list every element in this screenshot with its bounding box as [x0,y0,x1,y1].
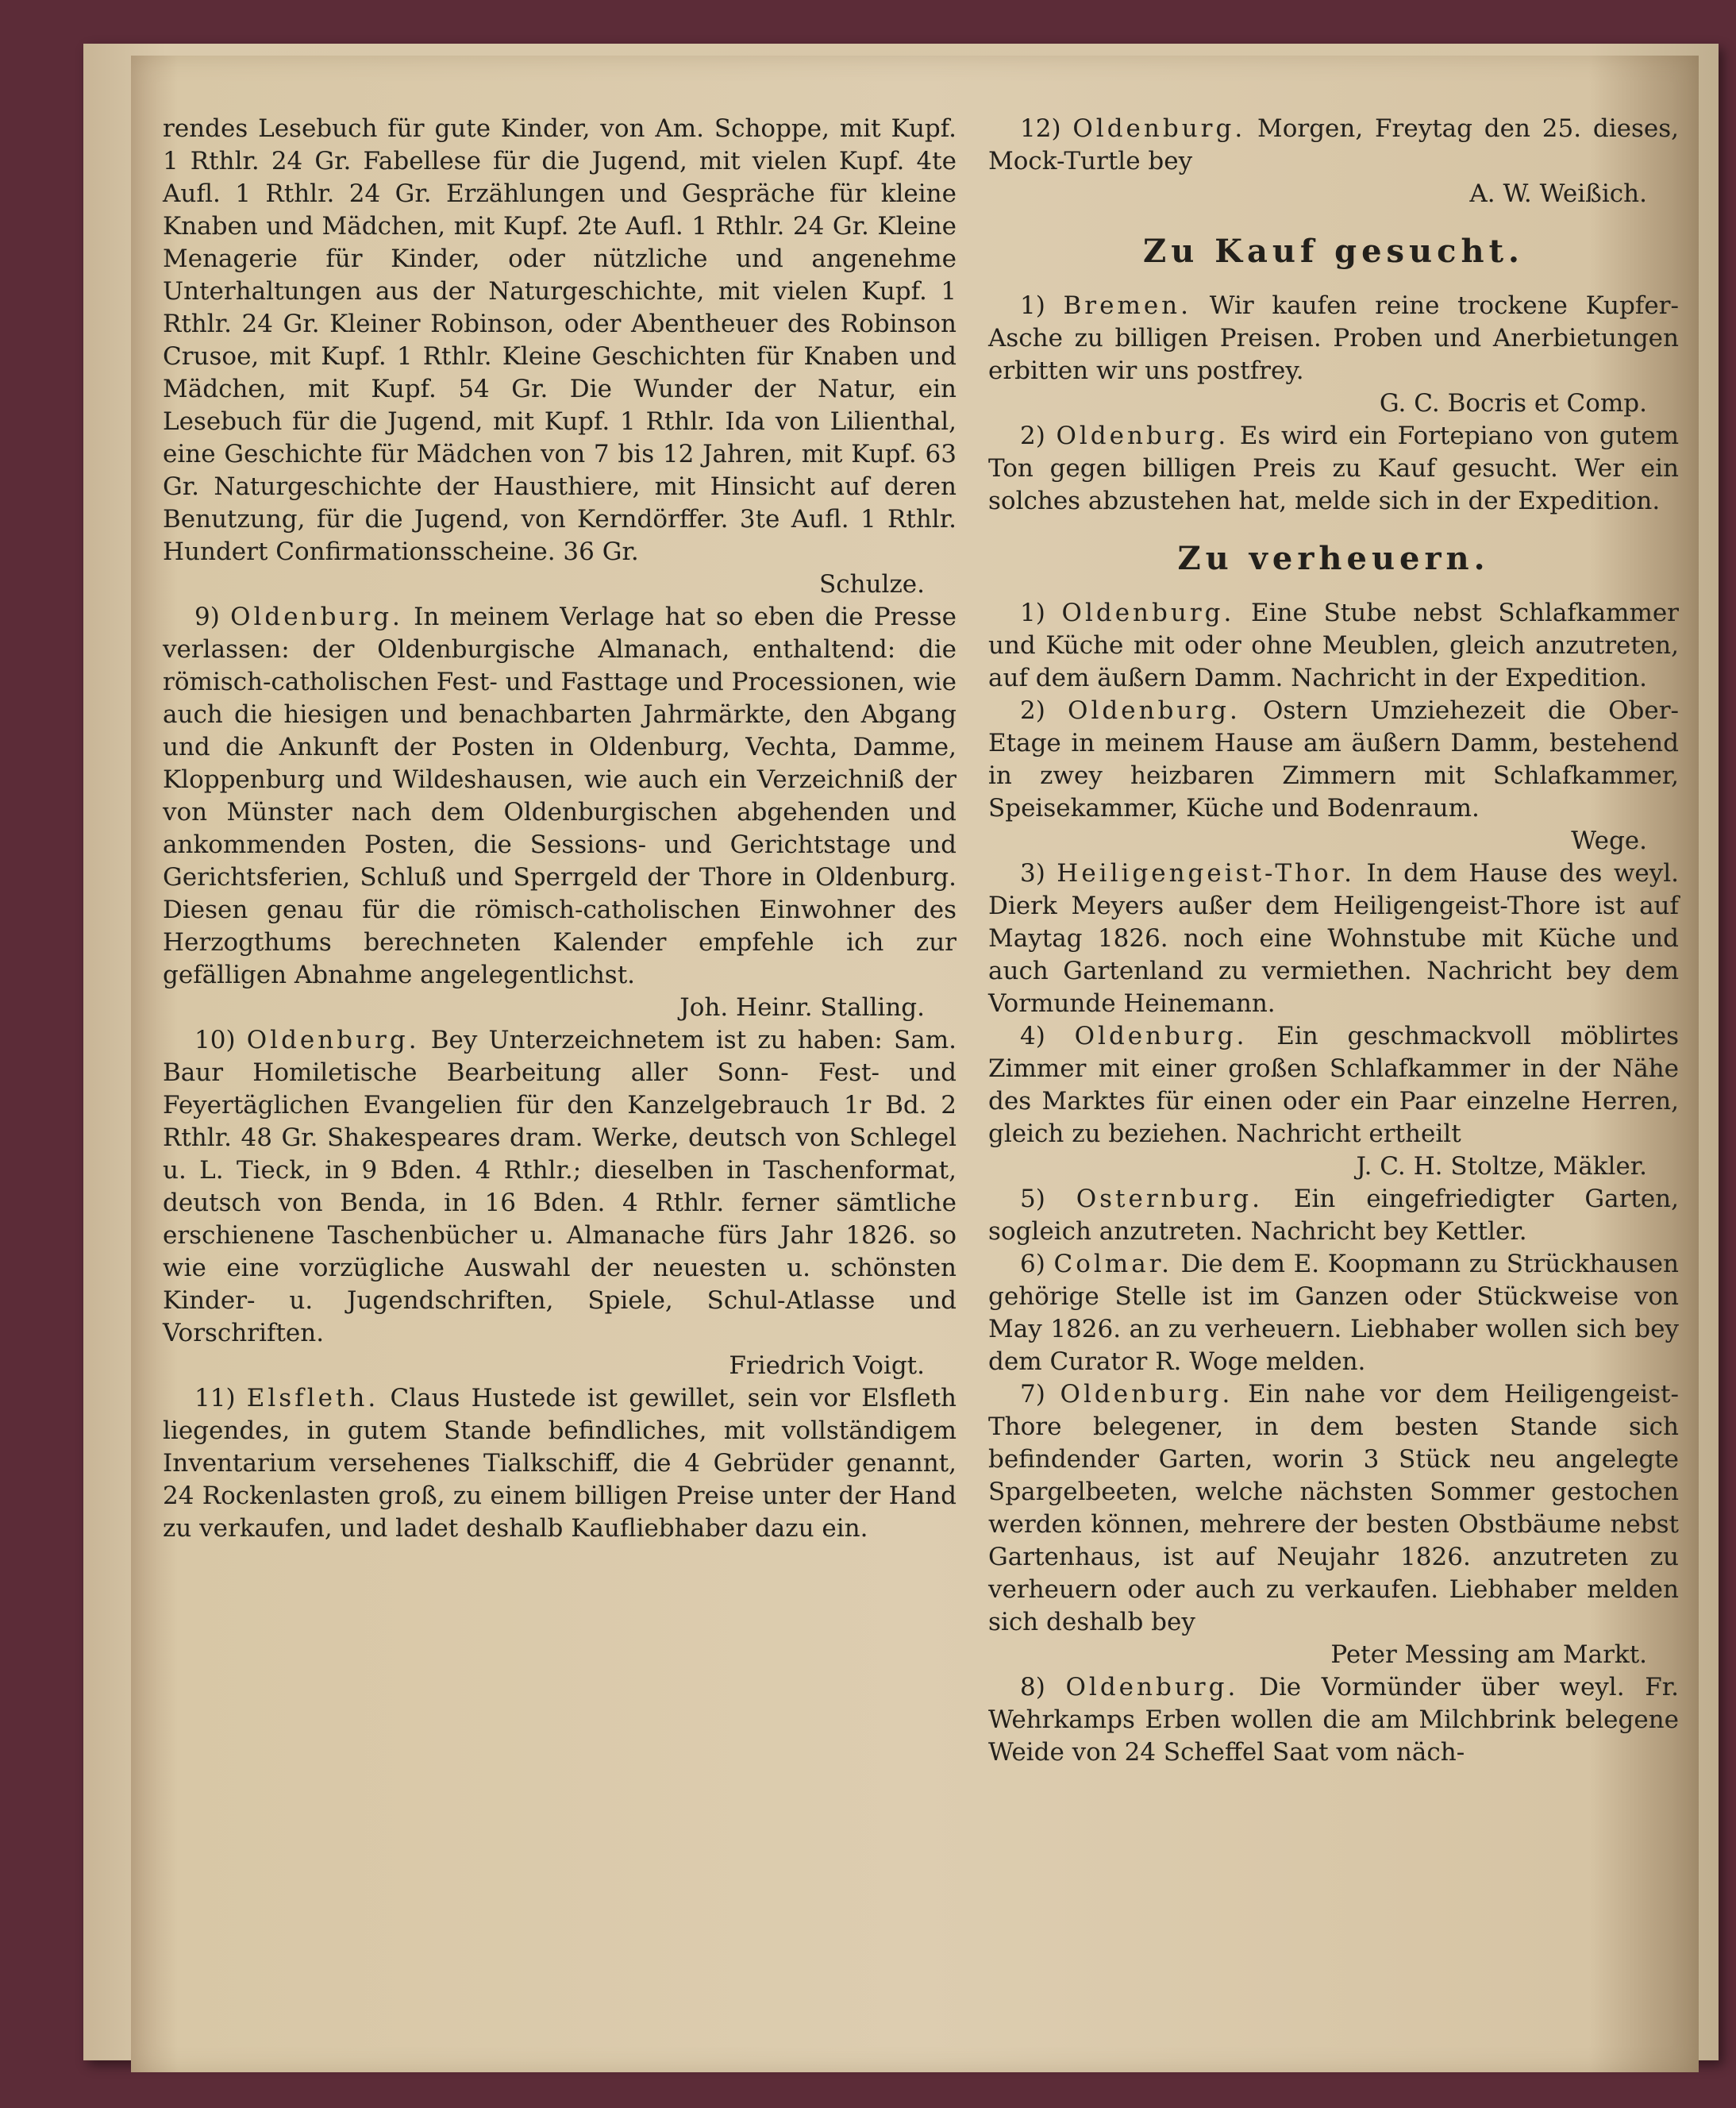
notice-number: 2) [1020,696,1045,725]
notice-number: 10) [194,1026,236,1054]
section-heading-kauf: Zu Kauf gesucht. [1143,233,1524,270]
section-heading-verheuern: Zu verheuern. [1177,540,1490,577]
notice-number: 7) [1020,1380,1045,1409]
notice-place: Osternburg. [1076,1185,1263,1213]
notice-text: Ein eingefriedigter Garten, sogleich anzutreten. Nachricht bey Kettler. [988,1185,1680,1246]
book-list-paragraph: rendes Lesebuch für gute Kinder, von Am. Schoppe, mit Kupf. 1 Rthlr. 24 Gr. Fabellese für die Jugend, mit vielen Kupf. 4te Aufl. 1 Rthlr. 24 Gr. Erzählungen und Gespräche für kleine Knaben und Mädchen, mit Kupf. 2te Aufl. 1 Rthlr. 24 Gr. Kleine Menagerie für Kinder, oder nützliche und angenehme Unterhaltungen aus der Naturgeschichte, mit vielen Kupf. 1 Rthlr. 24 Gr. Kleiner Robinson, oder Abentheuer des Robinson Crusoe, mit Kupf. 1 Rthlr. Kleine Geschichten für Knaben und Mädchen, mit Kupf. 54 Gr. Die Wunder der Natur, ein Lesebuch für die Jugend, mit Kupf. 1 Rthlr. Ida von Lilienthal, eine Geschichte für Mädchen von 7 bis 12 Jahren, mit Kupf. 63 Gr. Naturgeschichte der Hausthiere, mit Hinsicht auf deren Benutzung, für die Jugend, von Kerndörffer. 3te Aufl. 1 Rthlr. Hundert Confirmationsscheine. 36 Gr. [163,114,957,566]
signature-stalling: Joh. Heinr. Stalling. [679,993,925,1022]
verheuern-notice-8 [988,1671,1679,1769]
signature-weissich: A. W. Weißich. [1469,179,1647,208]
notice-number: 1) [1020,599,1045,627]
notice-number: 6) [1020,1250,1045,1278]
notice-place: Oldenburg. [1065,1673,1239,1701]
notice-11 [163,1382,957,1545]
notice-text: Ostern Umziehezeit die Ober-Etage in meinem Hause am äußern Damm, bestehend in zwey heizbaren Zimmern mit Schlafkammer, Speisekammer, Küche und Bodenraum. [988,696,1680,823]
notice-place: Heiligengeist-Thor. [1057,859,1355,888]
signature-stoltze: J. C. H. Stoltze, Mäkler. [1356,1152,1647,1181]
signature-messing: Peter Messing am Markt. [1330,1640,1647,1669]
notice-12 [988,113,1679,178]
verheuern-notice-7 [988,1378,1679,1639]
notice-text: Morgen, Freytag den 25. dieses, Mock-Turtle bey [988,114,1679,175]
notice-text: Es wird ein Fortepiano von gutem Ton gegen billigen Preis zu Kauf gesucht. Wer ein solches abzustehen hat, melde sich in der Expedition. [988,422,1679,515]
notice-text: Ein nahe vor dem Heiligengeist-Thore belegener, in dem besten Stande sich befindender Garten, worin 3 Stück neu angelegte Spargelbeeten, welche nächsten Sommer gestochen werden können, mehrere der besten Obstbäume nebst Gartenhaus, ist auf Neujahr 1826. anzutreten zu verheuern oder auch zu verkaufen. Liebhaber melden sich deshalb bey [988,1380,1679,1636]
notice-number: 11) [194,1384,236,1412]
notice-place: Oldenburg. [1074,1022,1248,1050]
notice-9 [163,601,957,992]
signature-bocris: G. C. Bocris et Comp. [1379,389,1647,418]
verheuern-notice-1 [988,597,1679,695]
notice-place: Oldenburg. [1072,114,1246,143]
notice-10 [163,1024,957,1350]
notice-place: Oldenburg. [230,603,403,631]
verheuern-notice-3 [988,857,1679,1020]
notice-text: Claus Hustede ist gewillet, sein vor Elsfleth liegendes, in gutem Stande befindliches, mit vollständigem Inventarium versehenes Tialkschiff, die 4 Gebrüder genannt, 24 Rockenlasten groß, zu einem billigen Preise unter der Hand zu verkaufen, und ladet deshalb Kaufliebhaber dazu ein. [163,1384,957,1543]
notice-text: Die dem E. Koopmann zu Strückhausen gehörige Stelle ist im Ganzen oder Stückweise von May 1826. an zu verheuern. Liebhaber wollen sich bey dem Curator R. Woge melden. [988,1250,1679,1376]
notice-place: Colmar. [1053,1250,1172,1278]
notice-number: 9) [194,603,220,631]
notice-text: Ein geschmackvoll möblirtes Zimmer mit einer großen Schlafkammer in der Nähe des Marktes für einen oder ein Paar einzelne Herren, gleich zu beziehen. Nachricht ertheilt [988,1022,1679,1148]
notice-number: 5) [1020,1185,1045,1213]
notice-text: Bey Unterzeichnetem ist zu haben: Sam. Baur Homiletische Bearbeitung aller Sonn- Fest- und Feyertäglichen Evangelien für den Kanzelgebrauch 1r Bd. 2 Rthlr. 48 Gr. Shakespeares dram. Werke, deutsch von Schlegel u. L. Tieck, in 9 Bden. 4 Rthlr.; dieselben in Taschenformat, deutsch von Benda, in 16 Bden. 4 Rthlr. ferner sämtliche erschienene Taschenbücher u. Almanache fürs Jahr 1826. so wie eine vorzügliche Auswahl der neuesten u. schönsten Kinder- u. Jugendschriften, Spiele, Schul-Atlasse und Vorschriften. [163,1026,957,1347]
verheuern-notice-5 [988,1183,1679,1248]
signature-voigt: Friedrich Voigt. [729,1351,925,1380]
notice-text: Die Vormünder über weyl. Fr. Wehrkamps Erben wollen die am Milchbrink belegene Weide von 24 Scheffel Saat vom näch- [988,1673,1680,1767]
notice-number: 4) [1020,1022,1045,1050]
verheuern-notice-2 [988,695,1679,825]
notice-text: Wir kaufen reine trockene Kupfer-Asche zu billigen Preisen. Proben und Anerbietungen erbitten wir uns postfrey. [988,291,1679,385]
notice-number: 2) [1020,422,1045,450]
notice-place: Bremen. [1063,291,1192,320]
notice-text: Eine Stube nebst Schlafkammer und Küche mit oder ohne Meublen, gleich anzutreten, auf dem äußern Damm. Nachricht in der Expedition. [988,599,1680,692]
notice-number: 1) [1020,291,1045,320]
notice-number: 3) [1020,859,1045,888]
notice-number: 8) [1020,1673,1045,1701]
notice-place: Oldenburg. [1061,599,1235,627]
kauf-notice-1 [988,290,1679,387]
verheuern-notice-6 [988,1248,1679,1378]
notice-place: Oldenburg. [1068,696,1241,725]
verheuern-notice-4 [988,1020,1679,1150]
notice-place: Oldenburg. [1060,1380,1234,1409]
notice-text: In meinem Verlage hat so eben die Presse verlassen: der Oldenburgische Almanach, enthaltend: die römisch-catholischen Fest- und Fasttage und Processionen, wie auch die hiesigen und benachbarten Jahrmärkte, den Abgang und die Ankunft der Posten in Oldenburg, Vechta, Damme, Kloppenburg und Wildeshausen, wie auch ein Verzeichniß der von Münster nach dem Oldenburgischen abgehenden und ankommenden Posten, die Sessions- und Gerichtstage und Gerichtsferien, Schluß und Sperrgeld der Thore in Oldenburg. Diesen genau für die römisch-catholischen Einwohner des Herzogthums berechneten Kalender empfehle ich zur gefälligen Abnahme angelegentlichst. [163,603,957,989]
signature-wege: Wege. [1571,827,1647,855]
left-column [163,113,957,1545]
kauf-notice-2 [988,420,1679,518]
notice-number: 12) [1020,114,1061,143]
signature-schulze: Schulze. [819,570,925,599]
notice-place: Oldenburg. [246,1026,420,1054]
notice-text: In dem Hause des weyl. Dierk Meyers außer dem Heiligengeist-Thore ist auf Maytag 1826. noch eine Wohnstube mit Küche und auch Gartenland zu vermiethen. Nachricht bey dem Vormunde Heinemann. [988,859,1680,1018]
notice-place: Elsfleth. [246,1384,379,1412]
notice-place: Oldenburg. [1056,422,1230,450]
right-column [988,113,1679,1769]
